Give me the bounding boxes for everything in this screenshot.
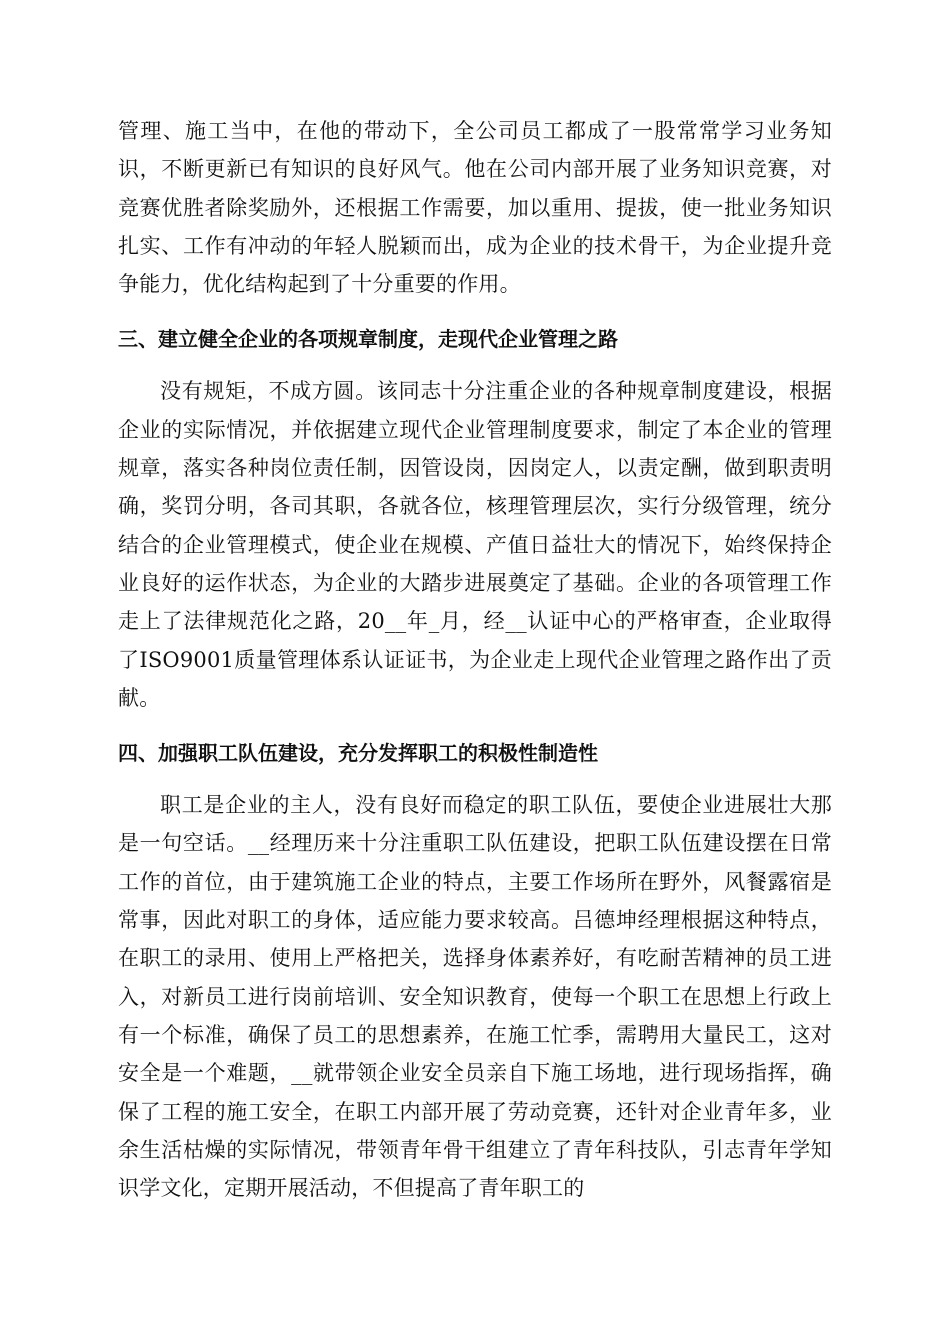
spacer [118, 303, 832, 320]
spacer [118, 717, 832, 734]
spacer [118, 358, 832, 372]
section-heading-3: 三、建立健全企业的各项规章制度，走现代企业管理之路 [118, 327, 618, 352]
paragraph-continued: 管理、施工当中，在他的带动下，全公司员工都成了一股常常学习业务知识，不断更新已有知识的良好风气。他在公司内部开展了业务知识竞赛，对竞赛优胜者除奖励外，还根据工作需要，加以重用、提拔，使一批业务知识扎实、工作有冲动的年轻人脱颖而出，成为企业的技术骨干，为企业提升竞争能力，优化结构起到了十分重要的作用。 [118, 119, 832, 297]
spacer [118, 772, 832, 786]
paragraph-regulations: 没有规矩，不成方圆。该同志十分注重企业的各种规章制度建设，根据企业的实际情况，并依据建立现代企业管理制度要求，制定了本企业的管理规章，落实各种岗位责任制，因管设岗，因岗定人，以责定酬，做到职责明确，奖罚分明，各司其职，各就各位，核理管理层次，实行分级管理，统分结合的企业管理模式，使企业在规模、产值日益壮大的情况下，始终保持企业良好的运作状态，为企业的大踏步进展奠定了基础。企业的各项管理工作走上了法律规范化之路，20__年_月，经__认证中心的严格审查，企业取得了ISO9001质量管理体系认证证书，为企业走上现代企业管理之路作出了贡献。 [118, 379, 832, 710]
paragraph-workforce: 职工是企业的主人，没有良好而稳定的职工队伍，要使企业进展壮大那是一句空话。__经理历来十分注重职工队伍建设，把职工队伍建设摆在日常工作的首位，由于建筑施工企业的特点，主要工作场所在野外，风餐露宿是常事，因此对职工的身体，适应能力要求较高。吕德坤经理根据这种特点，在职工的录用、使用上严格把关，选择身体素养好，有吃耐苦精神的员工进入，对新员工进行岗前培训、安全知识教育，使每一个职工在思想上行政上有一个标准，确保了员工的思想素养，在施工忙季，需聘用大量民工，这对安全是一个难题，__就带领企业安全员亲自下施工场地，进行现场指挥，确保了工程的施工安全，在职工内部开展了劳动竞赛，还针对企业青年多，业余生活枯燥的实际情况，带领青年骨干组建立了青年科技队，引志青年学知识学文化，定期开展活动，不但提高了青年职工的 [118, 793, 832, 1201]
section-heading-4: 四、加强职工队伍建设，充分发挥职工的积极性制造性 [118, 741, 598, 766]
document-page [118, 112, 832, 1207]
